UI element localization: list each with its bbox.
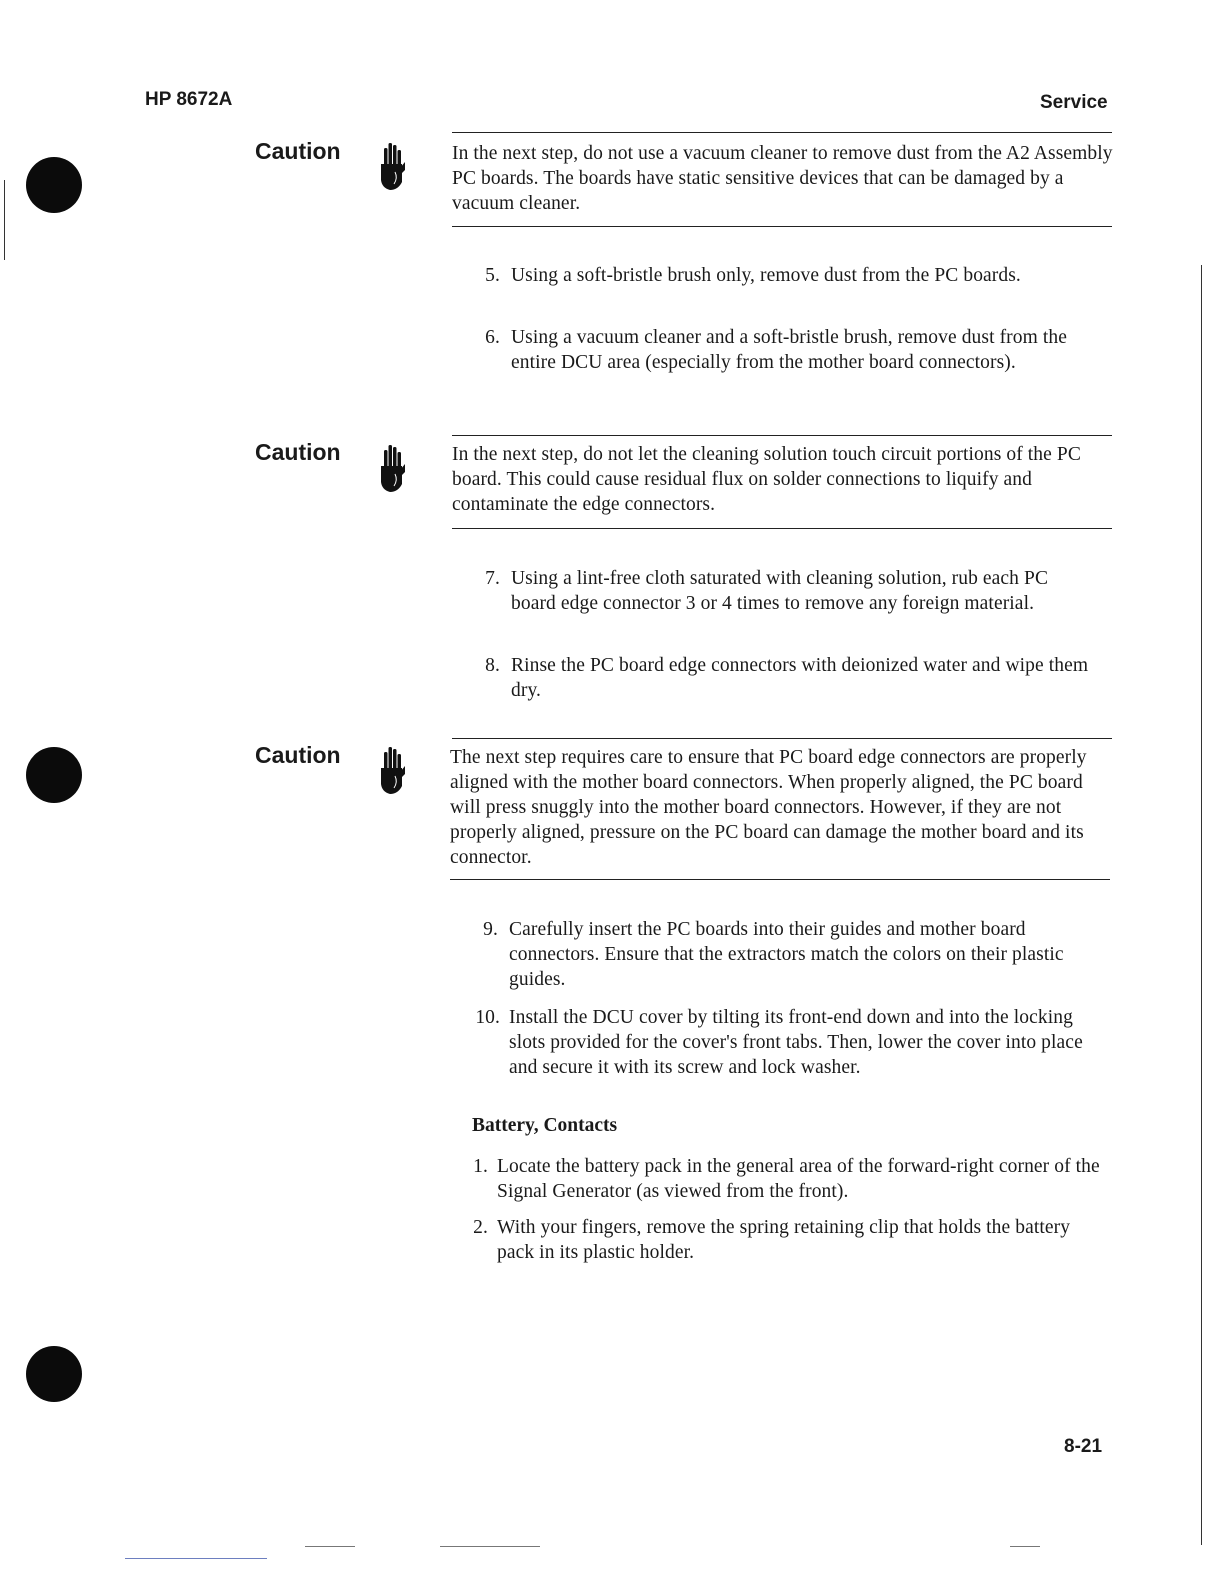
section-heading: Battery, Contacts: [472, 1115, 618, 1136]
step-number: 8.: [485, 655, 500, 676]
step-text: Install the DCU cover by tilting its front-end down and into the locking slots provided for the cover's front tabs. Then, lower the cover into place and secure it with its screw and lock washer.: [509, 1007, 1083, 1078]
hand-icon: [378, 444, 406, 494]
step-number: 5.: [485, 265, 500, 286]
scan-artifact: [125, 1558, 267, 1559]
step-text: Rinse the PC board edge connectors with deionized water and wipe them dry.: [511, 655, 1089, 701]
scan-artifact: [1010, 1546, 1040, 1547]
caution-text: In the next step, do not let the cleaning solution touch circuit portions of the PC board. This could cause residual flux on solder connections to liquify and contaminate the edge connectors.: [452, 444, 1081, 515]
scan-artifact: [440, 1546, 540, 1547]
caution-label: Caution: [255, 138, 341, 164]
caution-rule-bottom: [450, 879, 1110, 880]
binder-hole: [26, 1346, 82, 1402]
step-number: 6.: [485, 327, 500, 348]
hand-icon: [378, 142, 406, 192]
step-number: 1.: [473, 1156, 488, 1177]
step-text: With your fingers, remove the spring retaining clip that holds the battery pack in its plastic holder.: [497, 1217, 1071, 1263]
step-text: Locate the battery pack in the general area of the forward-right corner of the Signal Generator (as viewed from the front).: [497, 1156, 1100, 1202]
caution-text: The next step requires care to ensure that PC board edge connectors are properly aligned with the mother board connectors. When properly aligned, the PC board will press snuggly into the mother board connectors. However, if they are not properly aligned, pressure on the PC board can damage the mother board and its connector.: [450, 747, 1087, 868]
step-number: 10.: [475, 1007, 500, 1028]
step-number: 7.: [485, 568, 500, 589]
step-text: Using a lint-free cloth saturated with cleaning solution, rub each PC board edge connector 3 or 4 times to remove any foreign material.: [511, 568, 1049, 614]
hand-icon: [378, 746, 406, 796]
caution-label: Caution: [255, 742, 341, 768]
manual-model: HP 8672A: [145, 89, 233, 110]
caution-text: In the next step, do not use a vacuum cleaner to remove dust from the A2 Assembly PC boards. The boards have static sensitive devices that can be damaged by a vacuum cleaner.: [452, 143, 1113, 214]
scan-artifact: [305, 1546, 355, 1547]
caution-rule-top: [452, 435, 1112, 436]
scan-edge-mark: [4, 180, 5, 260]
binder-hole: [26, 747, 82, 803]
scan-edge-mark: [1201, 265, 1202, 1545]
step-number: 9.: [483, 919, 498, 940]
page-number: 8-21: [1064, 1436, 1103, 1457]
caution-rule-top: [452, 738, 1112, 739]
caution-rule-bottom: [452, 528, 1112, 529]
step-text: Using a soft-bristle brush only, remove dust from the PC boards.: [511, 265, 1021, 286]
step-number: 2.: [473, 1217, 488, 1238]
binder-hole: [26, 157, 82, 213]
caution-rule-bottom: [452, 226, 1112, 227]
caution-label: Caution: [255, 439, 341, 465]
caution-rule-top: [452, 132, 1112, 133]
section-title: Service: [1040, 92, 1108, 113]
step-text: Carefully insert the PC boards into their guides and mother board connectors. Ensure that the extractors match the colors on their plastic guides.: [509, 919, 1064, 990]
step-text: Using a vacuum cleaner and a soft-bristle brush, remove dust from the entire DCU area (especially from the mother board connectors).: [511, 327, 1067, 373]
